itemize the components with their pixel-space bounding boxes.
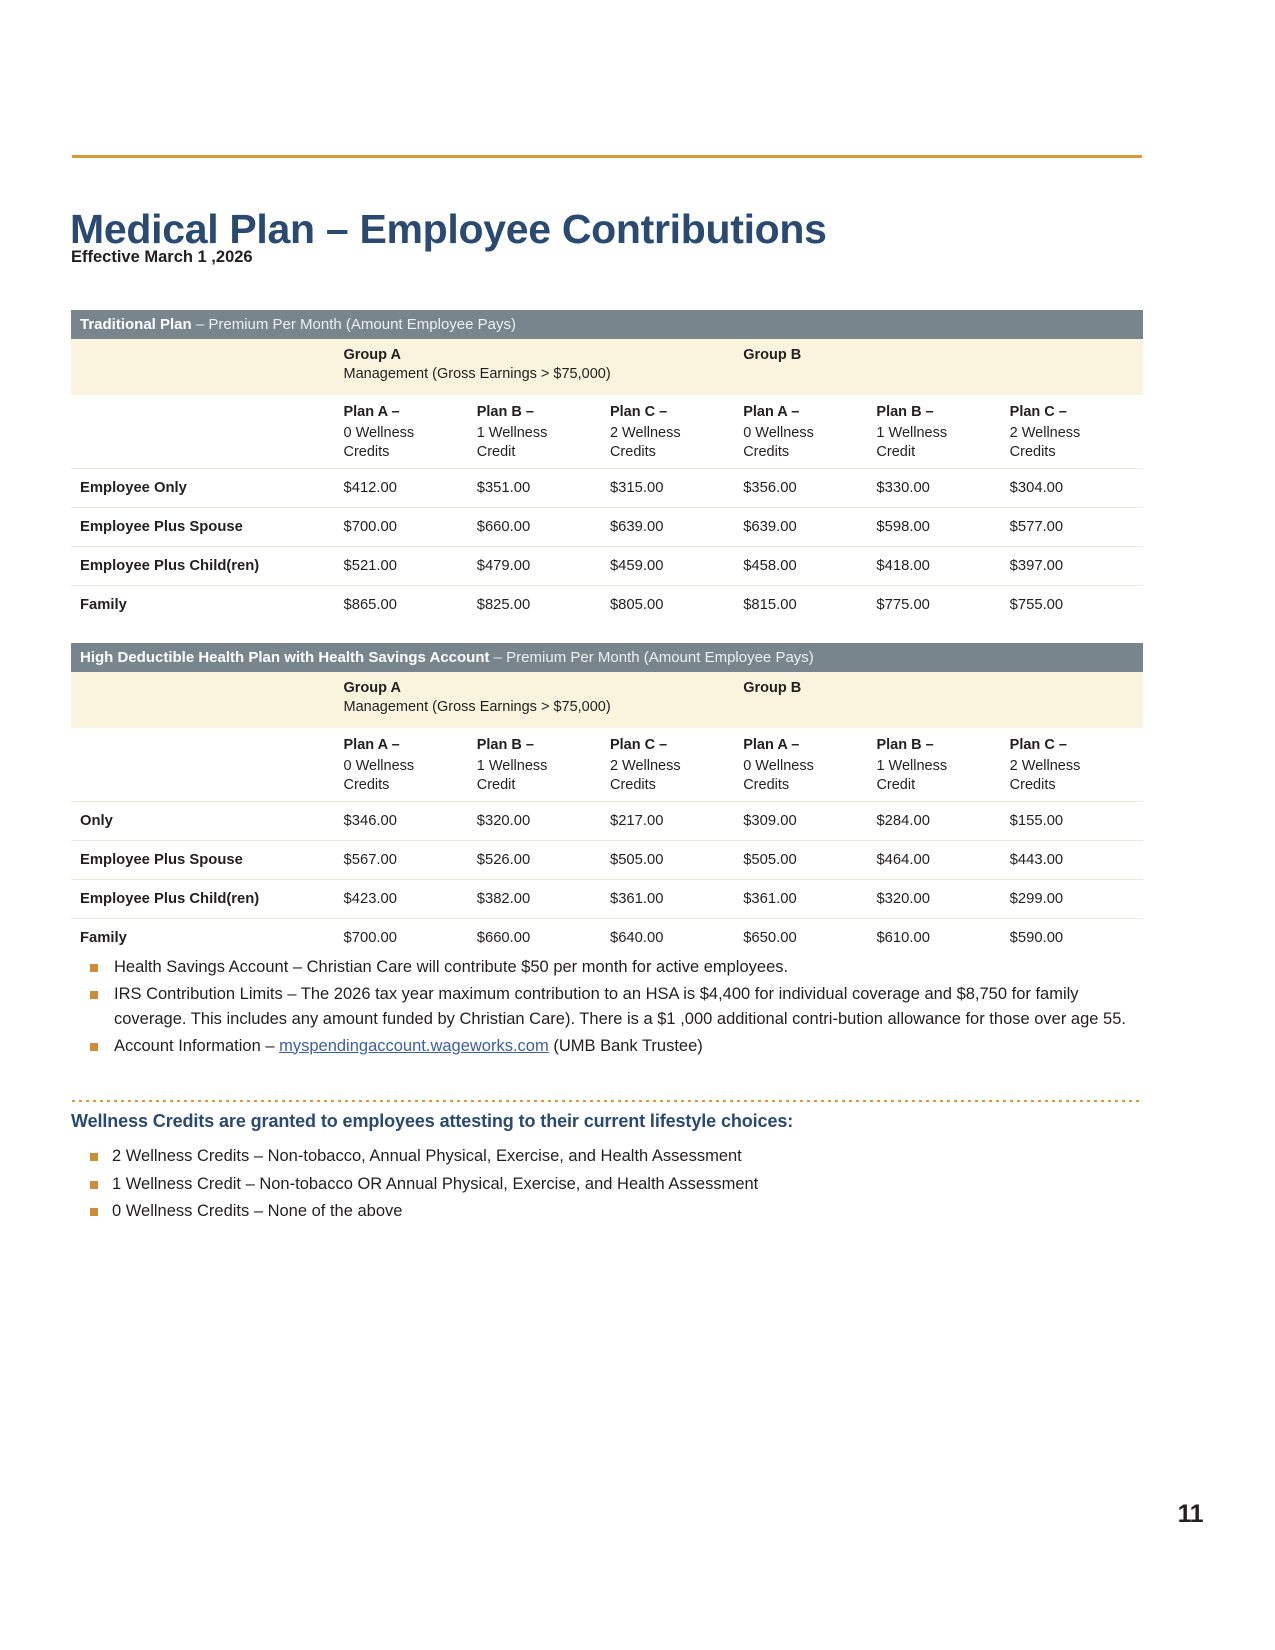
row-label: Employee Plus Child(ren) [71,880,344,919]
credit-line-1: 0 Wellness [343,425,415,441]
table-row [71,508,1143,547]
group-a-cell [344,672,744,728]
list-item-text: Health Savings Account – Christian Care will contribute $50 per month for active employees. [114,958,789,976]
square-bullet-icon [90,991,98,999]
credit-header [876,422,1009,469]
group-a-name: Group A [343,680,401,696]
credit-header [743,422,876,469]
plan-header-row [71,728,1143,755]
credit-header [876,755,1009,802]
credit-header [743,755,876,802]
credit-line-2: Credit [476,777,516,793]
row-cell: $479.00 [477,547,610,586]
traditional-band [71,310,1143,339]
list-item-text: 1 Wellness Credit – Non-tobacco OR Annual Physical, Exercise, and Health Assessment [112,1174,759,1193]
row-label: Only [71,802,344,841]
row-cell: $412.00 [343,469,476,508]
credit-line-2: Credits [609,444,656,460]
row-cell: $346.00 [344,802,477,841]
row-cell: $464.00 [876,841,1009,880]
row-cell: $315.00 [610,469,743,508]
group-row-spacer [71,672,344,728]
row-cell: $775.00 [876,597,930,613]
credit-line-1: 2 Wellness [609,758,681,774]
row-cell: $361.00 [610,880,743,919]
row-cell: $567.00 [344,841,477,880]
row-cell: $815.00 [743,597,797,613]
row-cell: $577.00 [1010,508,1143,547]
row-cell: $505.00 [743,841,876,880]
row-cell: $660.00 [476,930,531,946]
row-cell: $356.00 [743,469,876,508]
plan-header: Plan A – [344,728,477,755]
credit-header [477,422,610,469]
row-cell: $755.00 [1009,597,1064,613]
group-header-row [71,672,1143,728]
credit-line-1: 1 Wellness [876,425,948,441]
list-item-prefix: Account Information – [114,1036,280,1055]
row-cell: $639.00 [743,508,876,547]
list-item [90,1199,1140,1225]
row-cell: $382.00 [477,880,610,919]
credit-line-2: Credits [343,444,390,460]
plan-header: Plan B – [477,395,610,422]
credit-line-2: Credits [743,444,790,460]
row-label: Employee Plus Spouse [71,508,343,547]
effective-date: Effective March 1 ,2026 [71,248,253,266]
row-label: Employee Plus Spouse [71,841,344,880]
table-row [71,919,1143,958]
group-b-cell [743,339,1143,395]
table-row [71,880,1143,919]
band-title: Traditional Plan [80,316,192,333]
group-b-name: Group B [743,680,802,696]
row-cell: $351.00 [477,469,610,508]
row-cell: $418.00 [876,547,1009,586]
wellness-credits-list [90,1144,1140,1227]
square-bullet-icon [90,1181,98,1189]
plan-header: Plan C – [1010,395,1143,422]
row-cell: $526.00 [477,841,610,880]
row-label: Employee Plus Child(ren) [71,547,343,586]
row-cell: $590.00 [1009,930,1064,946]
group-row-spacer [71,339,343,395]
credit-header-row [71,755,1143,802]
wellness-credits-heading: Wellness Credits are granted to employees attesting to their current lifestyle choices: [71,1111,794,1131]
credit-header [1010,422,1143,469]
page-title: Medical Plan – Employee Contributions [70,206,827,253]
plan-header: Plan A – [743,395,876,422]
credit-line-1: 1 Wellness [476,758,548,774]
row-cell: $700.00 [343,508,476,547]
plan-header-row [71,395,1143,422]
credit-line-2: Credits [343,777,390,793]
row-cell: $397.00 [1010,547,1143,586]
plan-header: Plan A – [743,728,876,755]
list-item [90,982,1140,1033]
credit-line-2: Credits [1009,777,1056,793]
square-bullet-icon [90,1043,98,1051]
credit-line-2: Credits [609,777,656,793]
row-cell: $217.00 [610,802,743,841]
hdhp-plan-table [71,643,1143,957]
band-title: High Deductible Health Plan with Health Savings Account [80,649,490,666]
row-cell: $459.00 [610,547,743,586]
table-band-row [71,310,1143,339]
row-cell: $805.00 [609,597,664,613]
wageworks-link[interactable]: myspendingaccount.wageworks.com [279,1036,549,1055]
row-cell: $865.00 [343,597,397,613]
credit-line-2: Credit [876,777,916,793]
row-label: Employee Only [71,469,343,508]
row-cell: $598.00 [876,508,1009,547]
credit-line-1: 2 Wellness [1009,758,1081,774]
row-label: Family [80,597,127,613]
square-bullet-icon [90,1153,98,1161]
row-cell: $443.00 [1010,841,1143,880]
row-cell: $458.00 [743,547,876,586]
credit-line-1: 0 Wellness [743,425,814,441]
table-row [71,802,1143,841]
group-a-name: Group A [343,347,401,363]
credit-line-1: 0 Wellness [343,758,415,774]
row-cell: $423.00 [344,880,477,919]
plan-header: Plan B – [477,728,610,755]
plan-header: Plan C – [1010,728,1143,755]
row-cell: $505.00 [610,841,743,880]
list-item [90,1172,1140,1198]
group-header-row [71,339,1143,395]
plan-header: Plan C – [610,395,743,422]
group-a-sub: Management (Gross Earnings > $75,000) [343,366,611,382]
list-item [90,955,1140,981]
credit-header [344,755,477,802]
table-row [71,469,1143,508]
row-cell: $361.00 [743,880,876,919]
traditional-plan-table [71,310,1143,624]
row-cell: $700.00 [343,930,397,946]
credit-header [610,422,743,469]
square-bullet-icon [90,1208,98,1216]
header-accent-rule [72,155,1142,158]
credit-header [1010,755,1143,802]
row-cell: $155.00 [1010,802,1143,841]
group-b-name: Group B [743,347,802,363]
credit-row-spacer [71,755,344,802]
group-a-cell [343,339,743,395]
table-row [71,586,1143,625]
row-cell: $330.00 [876,469,1009,508]
row-cell: $650.00 [743,930,797,946]
credit-header [477,755,610,802]
list-item [90,1144,1140,1170]
credit-line-2: Credits [743,777,790,793]
credit-header [343,422,476,469]
credit-header-row [71,422,1143,469]
hdhp-band [71,643,1143,672]
dotted-divider [72,1100,1142,1102]
page-number: 11 [1177,1500,1203,1528]
row-cell: $610.00 [876,930,930,946]
credit-line-1: 1 Wellness [476,425,548,441]
plan-row-spacer [71,728,344,755]
credit-line-1: 2 Wellness [1009,425,1081,441]
plan-header: Plan B – [876,395,1009,422]
credit-row-spacer [71,422,343,469]
credit-line-1: 2 Wellness [609,425,681,441]
list-item-text: 0 Wellness Credits – None of the above [112,1202,403,1220]
credit-line-1: 0 Wellness [743,758,814,774]
row-label: Family [80,930,127,946]
row-cell: $304.00 [1010,469,1143,508]
list-item-text: IRS Contribution Limits – The 2026 tax year maximum contribution to an HSA is $4,400 for individual coverage and $8,750 for family coverage. This includes any amount funded by Christian Care). There is a $1 ,000 additional contri-bution allowance for those over age 55. [114,984,1126,1028]
credit-header [610,755,743,802]
group-b-cell [743,672,1143,728]
group-a-sub: Management (Gross Earnings > $75,000) [343,699,611,715]
credit-line-2: Credit [876,444,916,460]
table-row [71,547,1143,586]
row-cell: $639.00 [610,508,743,547]
plan-header: Plan B – [876,728,1009,755]
row-cell: $320.00 [477,802,610,841]
band-subtitle: – Premium Per Month (Amount Employee Pays) [489,649,814,666]
plan-row-spacer [71,395,343,422]
row-cell: $660.00 [477,508,610,547]
row-cell: $825.00 [476,597,531,613]
row-cell: $309.00 [743,802,876,841]
hsa-notes-list [90,955,1140,1060]
list-item-text: 2 Wellness Credits – Non-tobacco, Annual Physical, Exercise, and Health Assessment [112,1147,742,1165]
plan-header: Plan C – [610,728,743,755]
table-row [71,841,1143,880]
credit-line-2: Credit [476,444,516,460]
row-cell: $320.00 [876,880,1009,919]
square-bullet-icon [90,964,98,972]
list-item-suffix: (UMB Bank Trustee) [548,1036,703,1055]
row-cell: $640.00 [609,930,664,946]
list-item [90,1034,1140,1060]
row-cell: $284.00 [876,802,1009,841]
table-band-row [71,643,1143,672]
credit-line-1: 1 Wellness [876,758,948,774]
row-cell: $521.00 [343,547,476,586]
credit-line-2: Credits [1009,444,1056,460]
band-subtitle: – Premium Per Month (Amount Employee Pays) [191,316,516,333]
row-cell: $299.00 [1010,880,1143,919]
plan-header: Plan A – [343,395,476,422]
